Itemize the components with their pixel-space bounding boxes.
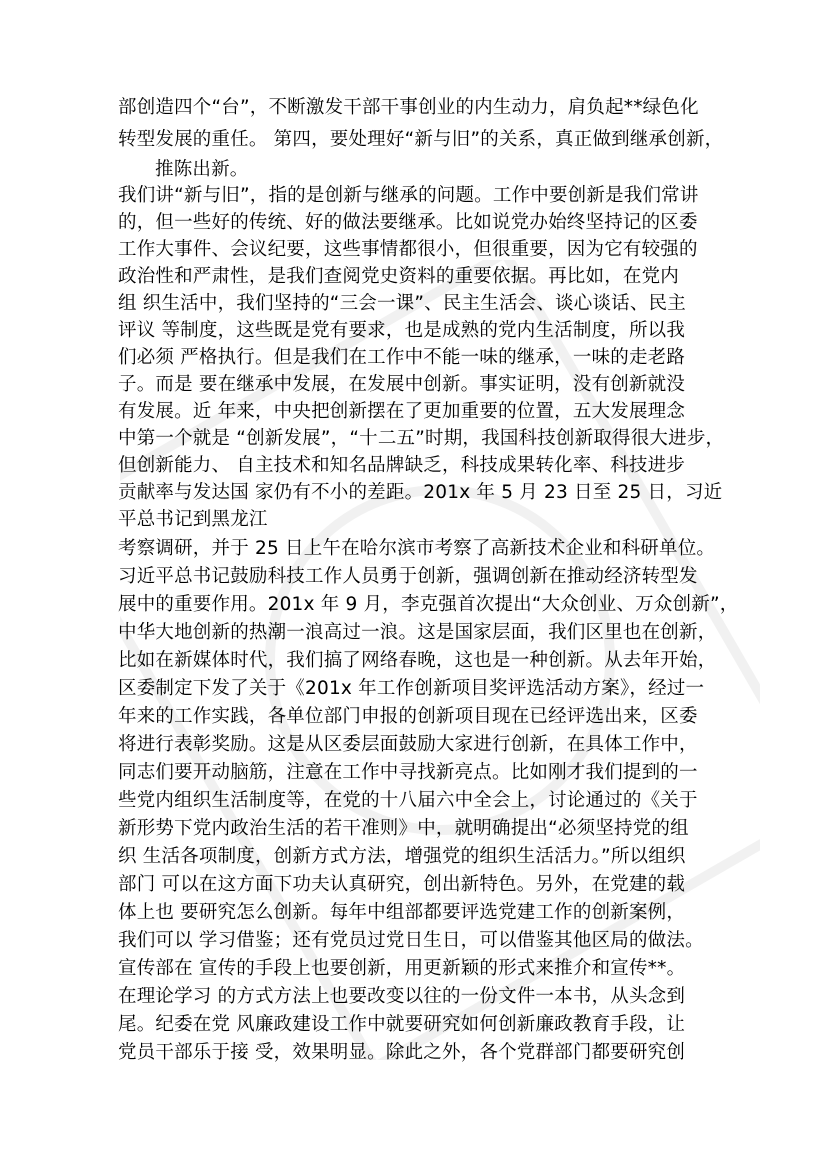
- text-line-12: 有发展。近 年来，中央把创新摆在了更加重要的位置，五大发展理念: [118, 401, 686, 422]
- text-line-35: 党员干部乐于接 受，效果明显。除此之外，各个党群部门都要研究创: [118, 1042, 686, 1063]
- text-line-13: 中第一个就是 “创新发展”，“十二五”时期，我国科技创新取得很大进步，: [118, 428, 725, 449]
- text-line-10: 们必须 严格执行。但是我们在工作中不能一味的继承，一味的走老路: [118, 347, 686, 368]
- text-line-29: 部门 可以在这方面下功夫认真研究，创出新特色。另外，在党建的载: [118, 874, 686, 895]
- text-line-18: 习近平总书记鼓励科技工作人员勇于创新，强调创新在推动经济转型发: [118, 566, 698, 587]
- text-line-8: 组 织生活中，我们坚持的“三会一课”、民主生活会、谈心谈话、民主: [118, 293, 686, 314]
- text-line-11: 子。而是 要在继承中发展，在发展中创新。事实证明，没有创新就没: [118, 374, 686, 395]
- text-line-28: 织 生活各项制度，创新方式方法，增强党的组织生活活力。”所以组织: [118, 846, 686, 867]
- text-line-31: 我们可以 学习借鉴；还有党员过党日生日，可以借鉴其他区局的做法。: [118, 930, 704, 951]
- text-line-34: 尾。纪委在党 风廉政建设工作中就要研究如何创新廉政教育手段，让: [118, 1014, 686, 1035]
- text-line-25: 同志们要开动脑筋，注意在工作中寻找新亮点。比如刚才我们提到的一: [118, 762, 698, 783]
- text-line-14: 但创新能力、 自主技术和知名品牌缺乏，科技成果转化率、科技进步: [118, 455, 686, 476]
- text-line-2: 转型发展的重任。 第四，要处理好“新与旧”的关系，真正做到继承创新，: [118, 129, 724, 150]
- text-line-17: 考察调研，并于 25 日上午在哈尔滨市考察了高新技术企业和科研单位。: [118, 538, 716, 559]
- text-line-26: 些党内组织生活制度等，在党的十八届六中全会上，讨论通过的《关于: [118, 790, 698, 811]
- text-line-9: 评议 等制度，这些既是党有要求，也是成熟的党内生活制度，所以我: [118, 320, 686, 341]
- text-line-24: 将进行表彰奖励。这是从区委层面鼓励大家进行创新，在具体工作中，: [118, 734, 698, 755]
- text-line-30: 体上也 要研究怎么创新。每年中组部都要评选党建工作的创新案例，: [118, 902, 686, 923]
- text-line-15: 贡献率与发达国 家仍有不小的差距。201x 年 5 月 23 日至 25 日，习近: [118, 482, 723, 503]
- text-line-19: 展中的重要作用。201x 年 9 月，李克强首次提出“大众创业、万众创新”，: [118, 594, 739, 615]
- text-line-16: 平总书记到黑龙江: [118, 509, 268, 530]
- text-line-4: 我们讲“新与旧”，指的是创新与继承的问题。工作中要创新是我们常讲: [118, 185, 699, 206]
- text-line-1: 部创造四个“台”，不断激发干部干事创业的内生动力，肩负起**绿色化: [118, 97, 699, 118]
- text-line-33: 在理论学习 的方式方法上也要改变以往的一份文件一本书，从头念到: [118, 986, 686, 1007]
- text-line-22: 区委制定下发了关于《201x 年工作创新项目奖评选活动方案》，经过一: [118, 678, 705, 699]
- text-line-3: 推陈出新。: [155, 159, 249, 180]
- text-line-21: 比如在新媒体时代，我们搞了网络春晚，这也是一种创新。从去年开始，: [118, 650, 717, 671]
- text-line-32: 宣传部在 宣传的手段上也要创新，用更新颖的形式来推介和宣传**。: [118, 958, 686, 979]
- text-line-23: 年来的工作实践，各单位部门申报的创新项目现在已经评选出来，区委: [118, 706, 698, 727]
- text-line-6: 工作大事件、会议纪要，这些事情都很小，但很重要，因为它有较强的: [118, 239, 698, 260]
- text-line-5: 的，但一些好的传统、好的做法要继承。比如说党办始终坚持记的区委: [118, 212, 698, 233]
- text-line-20: 中华大地创新的热潮一浪高过一浪。这是国家层面，我们区里也在创新，: [118, 622, 717, 643]
- text-line-7: 政治性和严肃性，是我们查阅党史资料的重要依据。再比如，在党内: [118, 266, 680, 287]
- text-line-27: 新形势下党内政治生活的若干准则》中，就明确提出“必须坚持党的组: [118, 818, 689, 839]
